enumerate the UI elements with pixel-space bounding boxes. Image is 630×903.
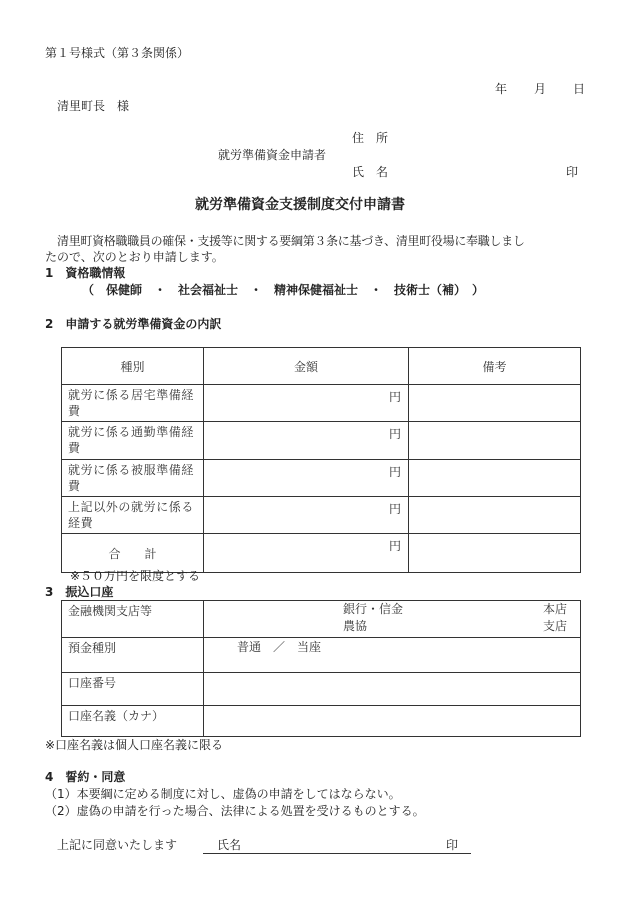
account-number-label: 口座番号 — [62, 673, 204, 706]
table-row-total — [62, 534, 581, 573]
amount-cell[interactable] — [204, 460, 409, 497]
applicant-label: 就労準備資金申請者 — [218, 148, 327, 162]
amount-cell[interactable] — [204, 385, 409, 422]
bank-cell[interactable] — [204, 601, 581, 638]
table-row — [62, 460, 581, 497]
yen-unit: 円 — [388, 390, 401, 404]
total-label: 合 計 — [62, 534, 204, 573]
section-3-heading: 3 振込口座 — [45, 585, 114, 599]
pledge-item-1: （1）本要綱に定める制度に対し、虚偽の申請をしてはならない。 — [45, 787, 401, 801]
total-amount-cell[interactable] — [204, 534, 409, 573]
account-name-note: ※口座名義は個人口座名義に限る — [45, 738, 224, 752]
account-name-cell[interactable] — [204, 706, 581, 737]
yen-unit: 円 — [388, 427, 401, 441]
bank-label: 金融機関支店等 — [62, 601, 204, 638]
address-label: 住 所 — [352, 131, 389, 145]
deposit-type-options: 普通 ／ 当座 — [237, 640, 322, 654]
yen-unit: 円 — [388, 539, 401, 553]
date-year: 年 — [495, 82, 508, 96]
limit-note: ※５０万円を限度とする — [70, 569, 201, 583]
remarks-cell[interactable] — [409, 497, 581, 534]
pledge-item-2: （2）虚偽の申請を行った場合、法律による処置を受けるものとする。 — [45, 804, 425, 818]
branch-main: 本店 — [543, 602, 568, 616]
total-remarks-cell[interactable] — [409, 534, 581, 573]
expense-table — [61, 347, 581, 573]
remarks-cell[interactable] — [409, 460, 581, 497]
deposit-type-label: 預金種別 — [62, 638, 204, 673]
header-type: 種別 — [62, 348, 204, 385]
date-month: 月 — [534, 82, 547, 96]
addressee: 清里町長 様 — [57, 99, 130, 113]
deposit-type-cell[interactable] — [204, 638, 581, 673]
expense-type: 就労に係る居宅準備経費 — [62, 385, 204, 422]
account-name-label: 口座名義（カナ） — [62, 706, 204, 737]
amount-cell[interactable] — [204, 497, 409, 534]
bank-type-2: 農協 — [343, 619, 368, 633]
document-title: 就労準備資金支援制度交付申請書 — [195, 197, 405, 213]
table-row — [62, 385, 581, 422]
signature-line[interactable] — [203, 853, 471, 854]
branch-sub: 支店 — [543, 619, 568, 633]
account-number-cell[interactable] — [204, 673, 581, 706]
expense-type: 就労に係る被服準備経費 — [62, 460, 204, 497]
header-amount: 金額 — [204, 348, 409, 385]
amount-cell[interactable] — [204, 422, 409, 460]
yen-unit: 円 — [388, 502, 401, 516]
section-4-heading: 4 誓約・同意 — [45, 770, 126, 784]
remarks-cell[interactable] — [409, 422, 581, 460]
intro-line-1: 清里町資格職職員の確保・支援等に関する要綱第３条に基づき、清里町役場に奉職しまし — [57, 234, 525, 248]
applicant-seal: 印 — [566, 165, 579, 179]
expense-type: 上記以外の就労に係る経費 — [62, 497, 204, 534]
section-1-heading: 1 資格職情報 — [45, 266, 126, 280]
yen-unit: 円 — [388, 465, 401, 479]
bank-account-table — [61, 600, 581, 737]
signature-name-label: 氏名 — [217, 838, 242, 852]
header-remarks: 備考 — [409, 348, 581, 385]
applicant-name-label: 氏 名 — [352, 165, 389, 179]
form-id: 第１号様式（第３条関係） — [45, 46, 190, 60]
expense-type: 就労に係る通勤準備経費 — [62, 422, 204, 460]
bank-type-1: 銀行・信金 — [343, 602, 404, 616]
table-row — [62, 497, 581, 534]
agree-text: 上記に同意いたします — [57, 838, 178, 852]
section-2-heading: 2 申請する就労準備資金の内訳 — [45, 317, 222, 331]
date-day: 日 — [573, 82, 586, 96]
signature-seal: 印 — [446, 838, 459, 852]
intro-line-2: たので、次のとおり申請します。 — [45, 250, 224, 264]
table-row — [62, 422, 581, 460]
qualification-options: （ 保健師 ・ 社会福祉士 ・ 精神保健福祉士 ・ 技術士（補） ） — [82, 283, 485, 297]
remarks-cell[interactable] — [409, 385, 581, 422]
